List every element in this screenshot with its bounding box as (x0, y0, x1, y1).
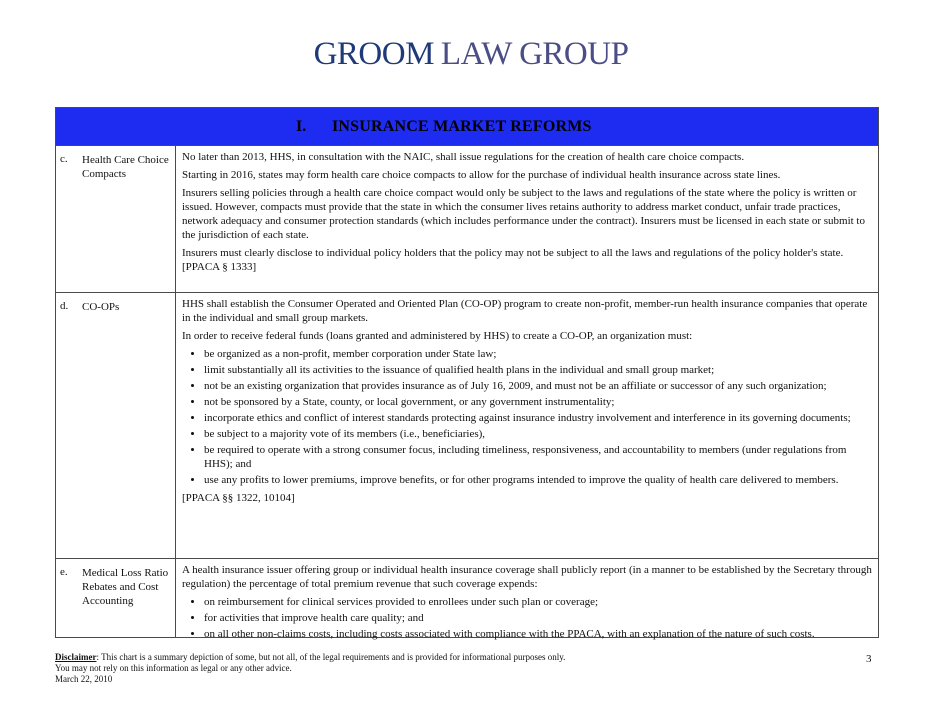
row-content-cell (182, 563, 872, 645)
paragraph: HHS shall establish the Consumer Operated and Oriented Plan (CO-OP) program to create non-profit, member-run health insurance companies that operate in the individual and small group markets. (182, 298, 868, 324)
disclaimer-text: : This chart is a summary depiction of some, but not all, of the legal requirements and is provided for informational purposes only. (96, 652, 566, 662)
row-letter: d. (60, 300, 69, 312)
list-item: • incorporate ethics and conflict of interest standards protecting against insurance industry involvement and interference in its governing documents; (204, 411, 872, 425)
list-item: • be subject to a majority vote of its members (i.e., beneficiaries), (204, 427, 872, 441)
requirements-list (182, 347, 872, 487)
list-item: • not be an existing organization that provides insurance as of July 16, 2009, and must not be an affiliate or successor of any such organization; (204, 379, 872, 393)
logo-law-group: LAW GROUP (440, 36, 629, 72)
paragraph: A health insurance issuer offering group or individual health insurance coverage shall publicly report (in a manner to be established by the Secretary through regulation) the percentage of total premium revenue that such coverage expends: (182, 564, 872, 590)
row-letter: e. (60, 566, 68, 578)
reporting-list (182, 595, 872, 641)
groom-law-group-logo (0, 38, 942, 71)
row-label-cell (56, 559, 176, 637)
section-header (56, 108, 878, 146)
list-item: • for activities that improve health care quality; and (204, 611, 872, 625)
disclaimer-line-2: You may not rely on this information as legal or any other advice. (55, 663, 292, 673)
logo-groom: GROOM (313, 36, 434, 72)
row-label: CO-OPs (82, 301, 120, 313)
row-letter: c. (60, 153, 68, 165)
list-item: • on all other non-claims costs, including costs associated with compliance with the PPACA, with an explanation of the nature of such costs. (204, 627, 872, 641)
row-content-cell (182, 150, 872, 278)
disclaimer (55, 652, 815, 663)
list-item: • on reimbursement for clinical services provided to enrollees under such plan or coverage; (204, 595, 872, 609)
row-label-cell (56, 146, 176, 292)
list-item: • be required to operate with a strong consumer focus, including timeliness, responsiveness, and accountability to members (under regulations from HHS); and (204, 443, 872, 471)
row-label: Medical Loss Ratio Rebates and Cost Accounting (82, 567, 169, 607)
citation: [PPACA §§ 1322, 10104] (182, 492, 295, 504)
row-label: Health Care Choice Compacts (82, 154, 169, 180)
footer (55, 652, 815, 685)
list-item: • not be sponsored by a State, county, or local government, or any government instrumentality; (204, 395, 872, 409)
table-row-medical-loss-ratio (56, 559, 878, 640)
disclaimer-label: Disclaimer (55, 652, 97, 662)
paragraph: No later than 2013, HHS, in consultation with the NAIC, shall issue regulations for the creation of health care choice compacts. (182, 151, 745, 163)
table-row-health-care-choice-compacts (56, 146, 878, 293)
paragraph: Insurers selling policies through a health care choice compact would only be subject to the laws and regulations of the state where the policy is written or issued. However, compacts must provide that the state in which the consumer lives retains authority to address market conduct, unfair trade practices, network adequacy and consumer protection standards (which includes performance under the contract). Insurers must be licensed in each state or submit to the jurisdiction of each state. (182, 187, 865, 241)
paragraph: Insurers must clearly disclose to individual policy holders that the policy may not be subject to all the laws and regulations of the policy holder's state. [PPACA § 1333] (182, 247, 844, 273)
section-title: INSURANCE MARKET REFORMS (332, 118, 592, 135)
page-number: 3 (866, 653, 872, 665)
list-item: • be organized as a non-profit, member corporation under State law; (204, 347, 872, 361)
table-row-co-ops (56, 293, 878, 559)
list-item: • limit substantially all its activities to the issuance of qualified health plans in the individual and small group market; (204, 363, 872, 377)
list-item: • use any profits to lower premiums, improve benefits, or for other programs intended to improve the quality of health care delivered to members. (204, 473, 872, 487)
row-content-cell (182, 297, 872, 509)
footer-date: March 22, 2010 (55, 674, 113, 684)
row-label-cell (56, 293, 176, 558)
paragraph: Starting in 2016, states may form health care choice compacts to allow for the purchase of individual health insurance across state lines. (182, 169, 781, 181)
section-number: I. (296, 118, 307, 135)
paragraph: In order to receive federal funds (loans granted and administered by HHS) to create a CO-OP, an organization must: (182, 330, 693, 342)
reforms-table (55, 107, 879, 638)
